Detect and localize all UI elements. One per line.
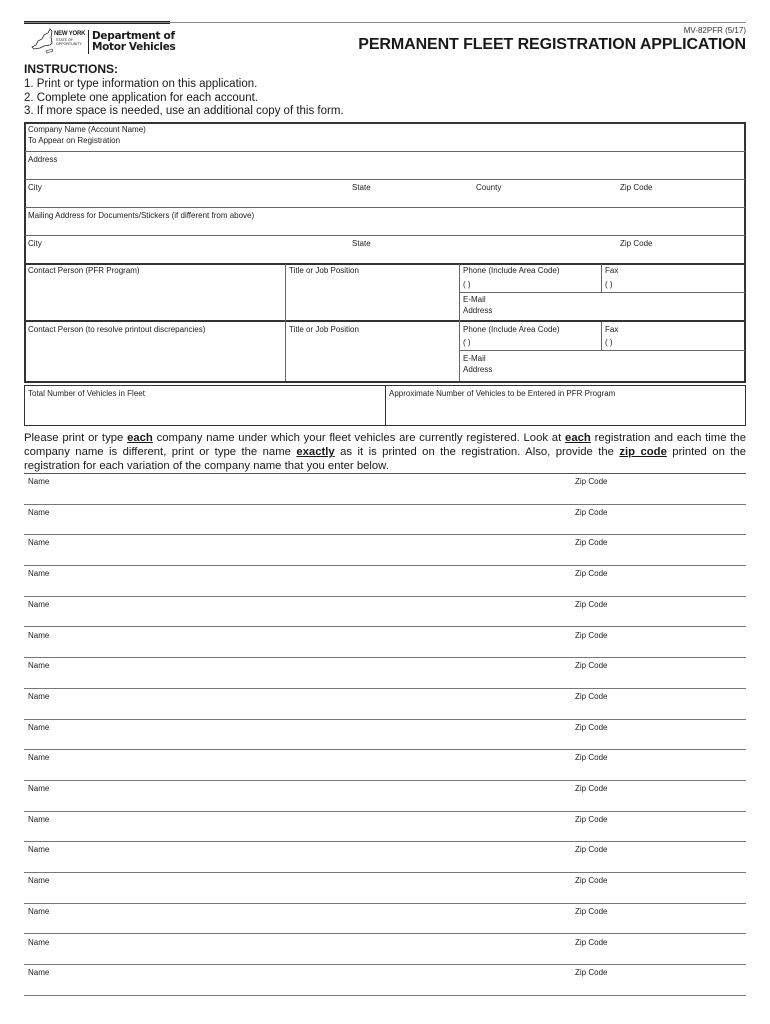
mailing-zip-field[interactable]: Zip Code	[620, 239, 653, 248]
row-divider	[25, 235, 745, 236]
company-name-field[interactable]: Company Name (Account Name)	[28, 125, 146, 134]
email-field[interactable]: E-Mail	[463, 295, 486, 304]
instruction-item: 2. Complete one application for each account.	[24, 92, 258, 104]
para-text: printed on the registration for each variation of the company name that you enter below.	[24, 446, 746, 472]
zip-code-field[interactable]: Zip Code	[575, 599, 608, 609]
name-field[interactable]: Name	[28, 814, 50, 824]
phone-area-paren: ( )	[463, 280, 471, 289]
row-divider	[25, 151, 745, 152]
phone-area-paren-2: ( )	[463, 338, 471, 347]
name-field[interactable]: Name	[28, 937, 50, 947]
zip-code-field[interactable]: Zip Code	[575, 968, 608, 978]
row-divider	[25, 320, 745, 322]
name-row[interactable]	[24, 750, 746, 781]
name-row[interactable]	[24, 658, 746, 689]
zip-code-field[interactable]: Zip Code	[575, 569, 608, 579]
title-job-field-2[interactable]: Title or Job Position	[289, 325, 359, 334]
zip-code-field[interactable]: Zip Code	[575, 784, 608, 793]
para-emphasis: zip code	[619, 446, 667, 458]
name-field[interactable]: Name	[28, 876, 50, 886]
row-divider	[25, 263, 745, 265]
fax-area-paren-2: ( )	[605, 338, 613, 347]
col-divider	[285, 264, 286, 381]
para-text: as it is printed on the registration. Also, provide the	[334, 446, 620, 458]
col-divider	[601, 264, 602, 292]
title-job-field[interactable]: Title or Job Position	[289, 266, 359, 275]
para-emphasis: exactly	[296, 446, 335, 458]
name-field[interactable]: Name	[28, 753, 50, 763]
name-row[interactable]	[24, 720, 746, 751]
name-field[interactable]: Name	[28, 507, 50, 517]
name-row[interactable]	[24, 474, 746, 505]
col-divider	[385, 386, 386, 425]
instruction-item: 1. Print or type information on this application.	[24, 78, 258, 90]
mailing-state-field[interactable]: State	[352, 239, 371, 248]
contact-person-pfr-field[interactable]: Contact Person (PFR Program)	[28, 266, 140, 275]
name-row[interactable]	[24, 781, 746, 812]
logo-ny-text: NEW YORK	[54, 31, 86, 37]
row-divider	[25, 207, 745, 208]
zip-code-field[interactable]: Zip Code	[575, 661, 608, 671]
total-vehicles-field[interactable]: Total Number of Vehicles in Fleet	[28, 389, 145, 398]
zip-code-field[interactable]: Zip Code	[575, 507, 608, 517]
name-field[interactable]: Name	[28, 599, 50, 609]
email-label-2b: Address	[463, 365, 493, 374]
name-field[interactable]: Name	[28, 477, 50, 486]
para-emphasis: each	[565, 432, 591, 444]
department-name: Department of Motor Vehicles	[92, 30, 176, 53]
instructions-heading: INSTRUCTIONS:	[24, 62, 118, 76]
name-field[interactable]: Name	[28, 722, 50, 732]
name-field[interactable]: Name	[28, 968, 50, 978]
approx-vehicles-field[interactable]: Approximate Number of Vehicles to be Entered in PFR Program	[389, 389, 616, 398]
zip-field[interactable]: Zip Code	[620, 183, 653, 192]
para-text: Please print or type	[24, 432, 128, 444]
fax-field-2[interactable]: Fax	[605, 325, 619, 334]
name-row[interactable]	[24, 812, 746, 843]
row-divider	[459, 292, 745, 293]
name-row[interactable]	[24, 628, 746, 659]
zip-code-field[interactable]: Zip Code	[575, 477, 608, 486]
company-name-label-2: To Appear on Registration	[28, 136, 121, 145]
name-field[interactable]: Name	[28, 569, 50, 579]
phone-field[interactable]: Phone (Include Area Code)	[463, 266, 560, 275]
zip-code-field[interactable]: Zip Code	[575, 814, 608, 824]
para-text: registration and each time the company name is different, print or type the name	[24, 432, 746, 458]
email-field-2[interactable]: E-Mail	[463, 354, 486, 363]
name-row[interactable]	[24, 873, 746, 904]
name-row[interactable]	[24, 505, 746, 536]
mailing-city-field[interactable]: City	[28, 239, 42, 248]
zip-code-field[interactable]: Zip Code	[575, 906, 608, 916]
zip-code-field[interactable]: Zip Code	[575, 937, 608, 947]
name-field[interactable]: Name	[28, 906, 50, 916]
address-field[interactable]: Address	[28, 155, 58, 164]
row-divider	[459, 350, 745, 351]
instruction-item: 3. If more space is needed, use an additional copy of this form.	[24, 105, 344, 117]
name-row[interactable]	[24, 904, 746, 935]
name-field[interactable]: Name	[28, 845, 50, 855]
para-text: company name under which your fleet vehicles are currently registered. Look at	[152, 432, 566, 444]
zip-code-field[interactable]: Zip Code	[575, 876, 608, 886]
name-field[interactable]: Name	[28, 630, 50, 640]
header-rule	[24, 22, 746, 23]
col-divider	[601, 322, 602, 350]
zip-code-field[interactable]: Zip Code	[575, 691, 608, 701]
contact-person-resolve-field[interactable]: Contact Person (to resolve printout discrepancies)	[28, 325, 206, 334]
name-row[interactable]	[24, 935, 746, 966]
fax-field[interactable]: Fax	[605, 266, 619, 275]
form-number: MV-82PFR (5/17)	[683, 26, 746, 35]
name-field[interactable]: Name	[28, 538, 50, 548]
phone-field-2[interactable]: Phone (Include Area Code)	[463, 325, 560, 334]
dmv-logo	[30, 27, 176, 59]
email-label-2: Address	[463, 306, 493, 315]
account-info-box	[24, 122, 746, 383]
page-title: PERMANENT FLEET REGISTRATION APPLICATION	[358, 36, 746, 53]
state-field[interactable]: State	[352, 183, 371, 192]
row-divider	[25, 179, 745, 180]
name-row[interactable]	[24, 689, 746, 720]
zip-code-field[interactable]: Zip Code	[575, 722, 608, 732]
name-row[interactable]	[24, 535, 746, 566]
logo-divider	[88, 30, 89, 54]
zip-code-field[interactable]: Zip Code	[575, 753, 608, 763]
name-field[interactable]: Name	[28, 691, 50, 701]
name-field[interactable]: Name	[28, 784, 50, 793]
name-list-top-rule	[24, 473, 746, 474]
name-field[interactable]: Name	[28, 661, 50, 671]
mailing-address-field[interactable]: Mailing Address for Documents/Stickers (if different from above)	[28, 211, 255, 220]
city-field[interactable]: City	[28, 183, 42, 192]
col-divider	[459, 264, 460, 381]
name-row[interactable]	[24, 597, 746, 628]
logo-tagline: STATE OF OPPORTUNITY	[56, 38, 82, 46]
name-row[interactable]	[24, 566, 746, 597]
company-name-instructions	[24, 431, 746, 473]
zip-code-field[interactable]: Zip Code	[575, 630, 608, 640]
para-emphasis: each	[127, 432, 153, 444]
ny-state-map-icon	[30, 27, 54, 55]
county-field[interactable]: County	[476, 183, 502, 192]
fax-area-paren: ( )	[605, 280, 613, 289]
zip-code-field[interactable]: Zip Code	[575, 845, 608, 855]
name-row[interactable]	[24, 842, 746, 873]
zip-code-field[interactable]: Zip Code	[575, 538, 608, 548]
name-row[interactable]	[24, 965, 746, 996]
